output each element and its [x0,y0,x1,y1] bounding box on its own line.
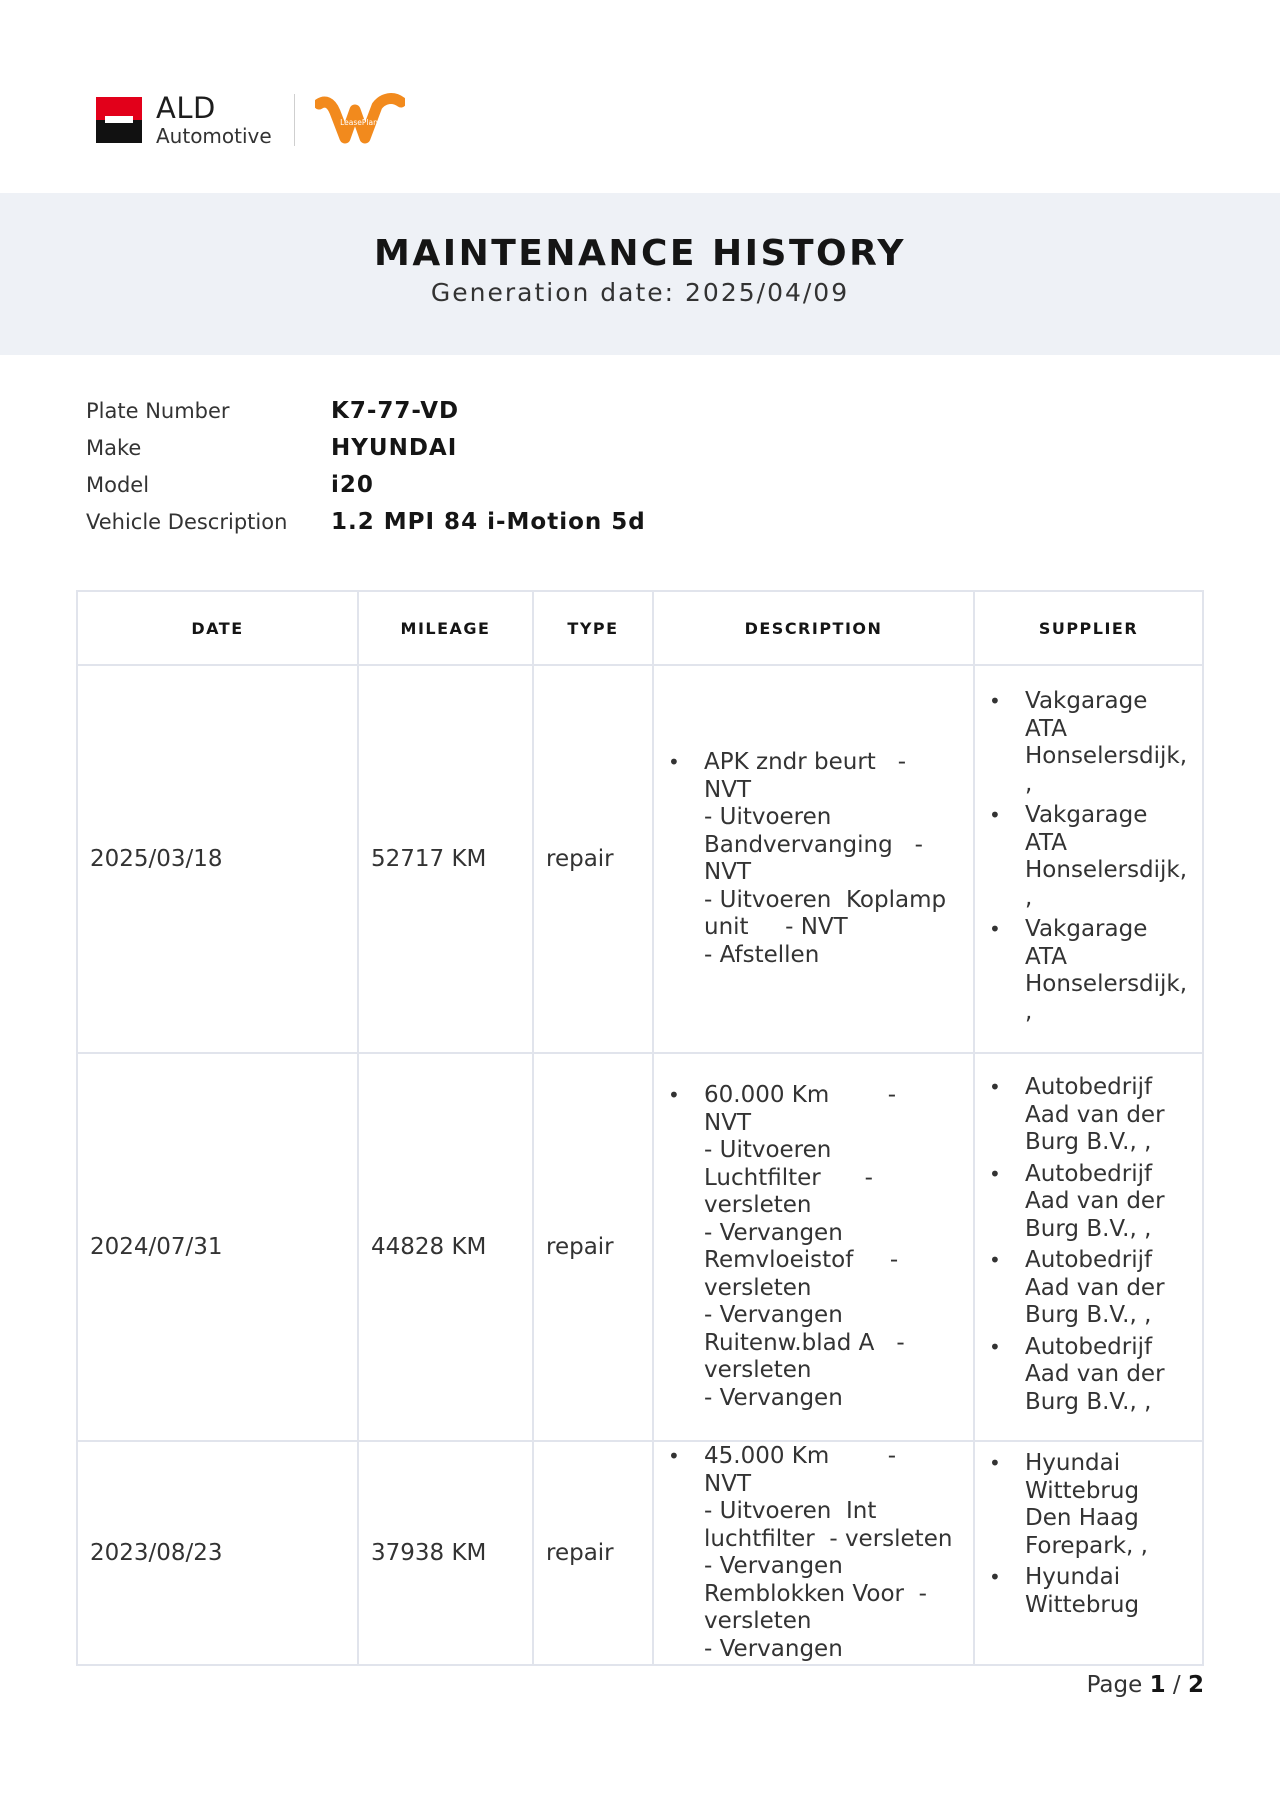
vehicle-description-label: Vehicle Description [86,509,288,534]
cell-mileage: 37938 KM [358,1441,533,1665]
supplier-item: • Vakgarage ATA Honselersdijk, , [975,802,1202,912]
page-total: 2 [1187,1672,1204,1698]
cell-supplier [974,1441,1203,1665]
ald-logo-text [156,91,272,148]
col-header-type: TYPE [533,591,653,665]
ald-brand-line2: Automotive [156,124,272,148]
cell-supplier [974,1053,1203,1441]
supplier-item: • Autobedrijf Aad van der Burg B.V., , [975,1074,1202,1157]
header-band [0,193,1280,355]
leaseplan-logo-icon [315,92,405,148]
description-item: • APK zndr beurt - NVT - Uitvoeren Bandvervanging - NVT - Uitvoeren Koplamp unit - NVT - Afstellen [654,749,973,969]
plate-label: Plate Number [86,398,230,423]
cell-type: repair [533,665,653,1053]
logo-area [96,90,405,150]
model-row [86,466,646,503]
page-prefix: Page [1086,1672,1143,1698]
cell-mileage: 52717 KM [358,665,533,1053]
make-label: Make [86,435,142,460]
cell-date: 2024/07/31 [77,1053,358,1441]
cell-date: 2025/03/18 [77,665,358,1053]
table-header-row [77,591,1203,665]
description-item: • 60.000 Km - NVT - Uitvoeren Luchtfilter - versleten - Vervangen Remvloeistof - versleten - Vervangen Ruitenw.blad A - versleten - Vervangen [654,1082,973,1412]
leaseplan-logo-text: LeasePlan [339,118,378,127]
logo-divider [294,94,295,146]
vehicle-info [86,392,646,540]
make-value: HYUNDAI [331,434,458,461]
col-header-date: DATE [77,591,358,665]
table-row [77,1441,1203,1665]
col-header-description: DESCRIPTION [653,591,974,665]
plate-value: K7-77-VD [331,397,460,424]
supplier-item: • Hyundai Wittebrug [975,1564,1202,1619]
supplier-item: • Hyundai Wittebrug Den Haag Forepark, , [975,1450,1202,1560]
ald-brand-line1: ALD [156,91,216,125]
supplier-item: • Autobedrijf Aad van der Burg B.V., , [975,1334,1202,1417]
supplier-item: • Autobedrijf Aad van der Burg B.V., , [975,1247,1202,1330]
page-separator: / [1172,1672,1181,1698]
supplier-item: • Vakgarage ATA Honselersdijk, , [975,688,1202,798]
ald-logo-icon [96,97,142,143]
page-title: MAINTENANCE HISTORY [374,233,906,274]
cell-type: repair [533,1441,653,1665]
col-header-supplier: SUPPLIER [974,591,1203,665]
page-indicator [1087,1672,1204,1698]
cell-mileage: 44828 KM [358,1053,533,1441]
make-row [86,429,646,466]
supplier-item: • Vakgarage ATA Honselersdijk, , [975,916,1202,1026]
cell-supplier [974,665,1203,1053]
cell-description [653,1053,974,1441]
cell-type: repair [533,1053,653,1441]
model-label: Model [86,472,150,497]
col-header-mileage: MILEAGE [358,591,533,665]
table-row [77,1053,1203,1441]
plate-row [86,392,646,429]
cell-date: 2023/08/23 [77,1441,358,1665]
table-row [77,665,1203,1053]
supplier-item: • Autobedrijf Aad van der Burg B.V., , [975,1161,1202,1244]
vehicle-description-value: 1.2 MPI 84 i-Motion 5d [331,508,646,535]
vehicle-description-row [86,503,646,540]
maintenance-table [76,590,1204,1666]
page-current: 1 [1149,1672,1166,1698]
generation-date: Generation date: 2025/04/09 [430,278,850,307]
cell-description [653,665,974,1053]
model-value: i20 [331,471,374,498]
cell-description [653,1441,974,1665]
description-item: • 45.000 Km - NVT - Uitvoeren Int luchtfilter - versleten - Vervangen Remblokken Voor - versleten - Vervangen [654,1443,973,1663]
